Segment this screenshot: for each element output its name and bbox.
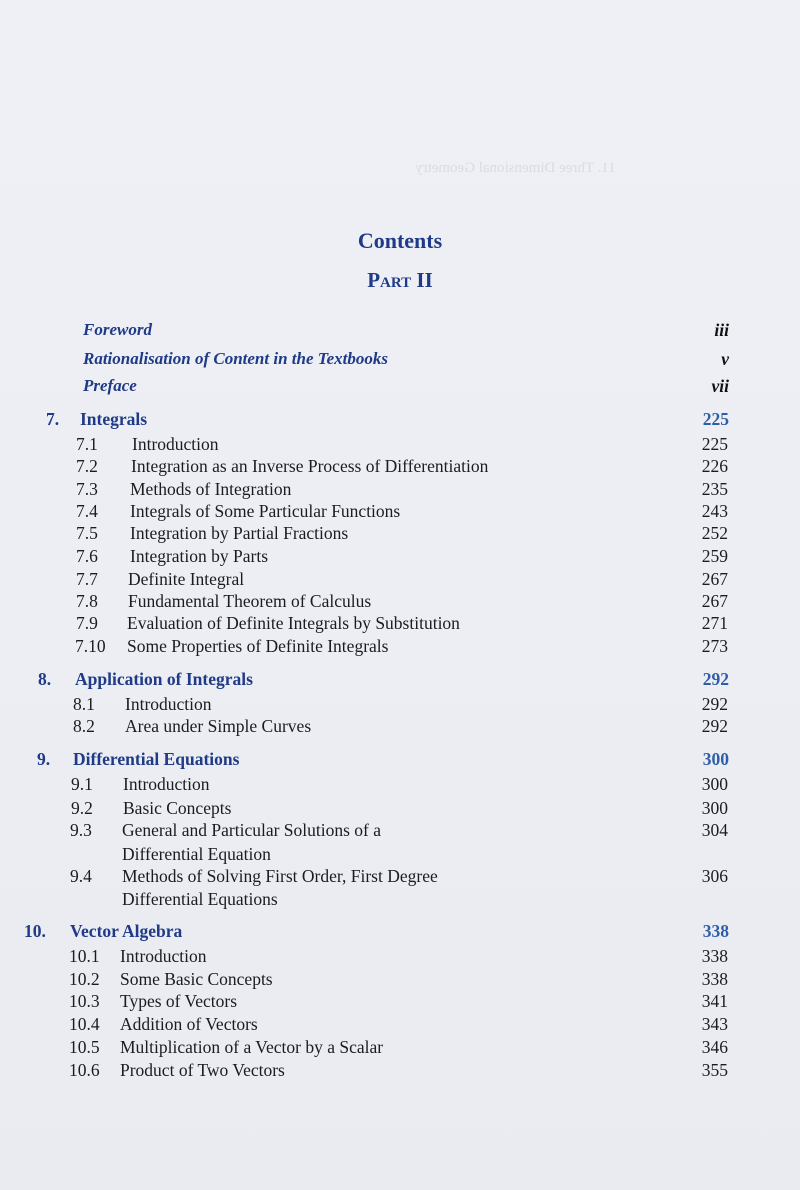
section-title: Area under Simple Curves	[125, 716, 312, 736]
toc-section[interactable]	[0, 545, 800, 567]
section-page: 306	[701, 866, 728, 886]
section-page: 267	[701, 591, 728, 611]
toc-section[interactable]	[0, 500, 800, 522]
chapter-number: 9.	[37, 749, 51, 769]
front-matter-label: Foreword	[83, 320, 152, 339]
section-page: 338	[701, 946, 728, 966]
toc-section[interactable]	[0, 819, 800, 841]
section-title: Definite Integral	[128, 569, 245, 589]
section-page: 243	[701, 501, 728, 521]
section-number: 10.2	[69, 969, 100, 989]
section-title-line2: Differential Equation	[122, 844, 271, 864]
section-number: 7.6	[76, 546, 98, 566]
section-page: 252	[701, 523, 728, 543]
section-title: Integration as an Inverse Process of Differentiation	[131, 456, 489, 476]
section-page: 225	[701, 434, 728, 454]
toc-section[interactable]	[0, 968, 800, 990]
toc-section[interactable]	[0, 612, 800, 634]
section-title-line2: Differential Equations	[122, 889, 278, 909]
front-matter-page: v	[721, 349, 729, 369]
section-page: 271	[701, 613, 728, 633]
section-number: 8.1	[73, 694, 95, 714]
section-number: 7.9	[76, 613, 98, 633]
chapter-page: 338	[702, 921, 729, 941]
toc-section[interactable]	[0, 865, 800, 887]
chapter-title: Integrals	[80, 409, 148, 429]
toc-section[interactable]	[0, 1036, 800, 1058]
section-title: Addition of Vectors	[120, 1014, 258, 1034]
toc-section[interactable]	[0, 990, 800, 1012]
toc-section[interactable]	[0, 635, 800, 657]
section-title: Introduction	[132, 434, 219, 454]
toc-section-continuation[interactable]	[0, 843, 800, 865]
toc-section[interactable]	[0, 1059, 800, 1081]
show-through-text: 11. Three Dimensional Geometry	[415, 160, 616, 176]
toc-section[interactable]	[0, 797, 800, 819]
section-page: 346	[701, 1037, 728, 1057]
section-title: Some Properties of Definite Integrals	[127, 636, 389, 656]
section-number: 8.2	[73, 716, 95, 736]
toc-entry-foreword[interactable]	[0, 319, 800, 341]
section-title: Introduction	[120, 946, 207, 966]
section-number: 7.7	[76, 569, 98, 589]
section-number: 7.5	[76, 523, 98, 543]
toc-section[interactable]	[0, 478, 800, 500]
section-page: 300	[701, 798, 728, 818]
toc-section[interactable]	[0, 773, 800, 795]
section-number: 7.1	[76, 434, 98, 454]
section-number: 7.2	[76, 456, 98, 476]
toc-chapter-7[interactable]	[0, 408, 800, 430]
section-title: Types of Vectors	[120, 991, 238, 1011]
section-page: 343	[701, 1014, 728, 1034]
front-matter-page: vii	[711, 376, 729, 396]
toc-chapter-9[interactable]	[0, 748, 800, 770]
section-number: 7.10	[75, 636, 106, 656]
toc-section[interactable]	[0, 693, 800, 715]
section-number: 10.5	[69, 1037, 100, 1057]
section-number: 10.3	[69, 991, 100, 1011]
section-number: 9.1	[71, 774, 93, 794]
toc-chapter-8[interactable]	[0, 668, 800, 690]
part-heading: Part II	[367, 268, 433, 292]
chapter-title: Vector Algebra	[70, 921, 183, 941]
toc-chapter-10[interactable]	[0, 920, 800, 942]
section-page: 338	[701, 969, 728, 989]
section-page: 300	[701, 774, 728, 794]
section-page: 292	[701, 716, 728, 736]
section-title: Product of Two Vectors	[120, 1060, 285, 1080]
front-matter-page: iii	[714, 320, 729, 340]
toc-section[interactable]	[0, 945, 800, 967]
section-title: Some Basic Concepts	[120, 969, 273, 989]
section-title: Introduction	[123, 774, 210, 794]
section-number: 7.4	[76, 501, 98, 521]
toc-section[interactable]	[0, 455, 800, 477]
chapter-number: 7.	[46, 409, 60, 429]
section-number: 7.8	[76, 591, 98, 611]
toc-section[interactable]	[0, 590, 800, 612]
chapter-page: 300	[702, 749, 729, 769]
toc-entry-rationalisation[interactable]	[0, 348, 800, 370]
section-number: 10.6	[69, 1060, 100, 1080]
section-number: 10.1	[69, 946, 100, 966]
section-title: Integrals of Some Particular Functions	[130, 501, 401, 521]
toc-section[interactable]	[0, 433, 800, 455]
toc-section-continuation[interactable]	[0, 888, 800, 910]
section-title: Basic Concepts	[123, 798, 232, 818]
section-title: Evaluation of Definite Integrals by Substitution	[127, 613, 460, 633]
section-number: 9.4	[70, 866, 92, 886]
section-title: Methods of Solving First Order, First Degree	[122, 866, 438, 886]
section-title: Methods of Integration	[130, 479, 292, 499]
section-page: 341	[701, 991, 728, 1011]
section-title: Integration by Partial Fractions	[130, 523, 349, 543]
section-page: 259	[701, 546, 728, 566]
chapter-page: 292	[702, 669, 729, 689]
section-title: Introduction	[125, 694, 212, 714]
chapter-number: 10.	[24, 921, 46, 941]
front-matter-label: Preface	[83, 376, 137, 395]
toc-section[interactable]	[0, 522, 800, 544]
section-title: Multiplication of a Vector by a Scalar	[120, 1037, 384, 1057]
section-page: 235	[701, 479, 728, 499]
section-page: 226	[701, 456, 728, 476]
chapter-number: 8.	[38, 669, 52, 689]
toc-entry-preface[interactable]	[0, 375, 800, 397]
chapter-title: Application of Integrals	[75, 669, 253, 689]
section-page: 292	[701, 694, 728, 714]
section-page: 355	[701, 1060, 728, 1080]
section-title: Integration by Parts	[130, 546, 269, 566]
toc-section[interactable]	[0, 715, 800, 737]
section-page: 273	[701, 636, 728, 656]
section-number: 9.3	[70, 820, 92, 840]
toc-section[interactable]	[0, 568, 800, 590]
section-number: 10.4	[69, 1014, 100, 1034]
chapter-title: Differential Equations	[73, 749, 240, 769]
section-title: General and Particular Solutions of a	[122, 820, 382, 840]
section-page: 267	[701, 569, 728, 589]
page-title: Contents	[357, 228, 443, 253]
section-title: Fundamental Theorem of Calculus	[128, 591, 372, 611]
section-number: 7.3	[76, 479, 98, 499]
front-matter-label: Rationalisation of Content in the Textbooks	[83, 349, 388, 368]
section-page: 304	[701, 820, 728, 840]
section-number: 9.2	[71, 798, 93, 818]
chapter-page: 225	[702, 409, 729, 429]
toc-section[interactable]	[0, 1013, 800, 1035]
